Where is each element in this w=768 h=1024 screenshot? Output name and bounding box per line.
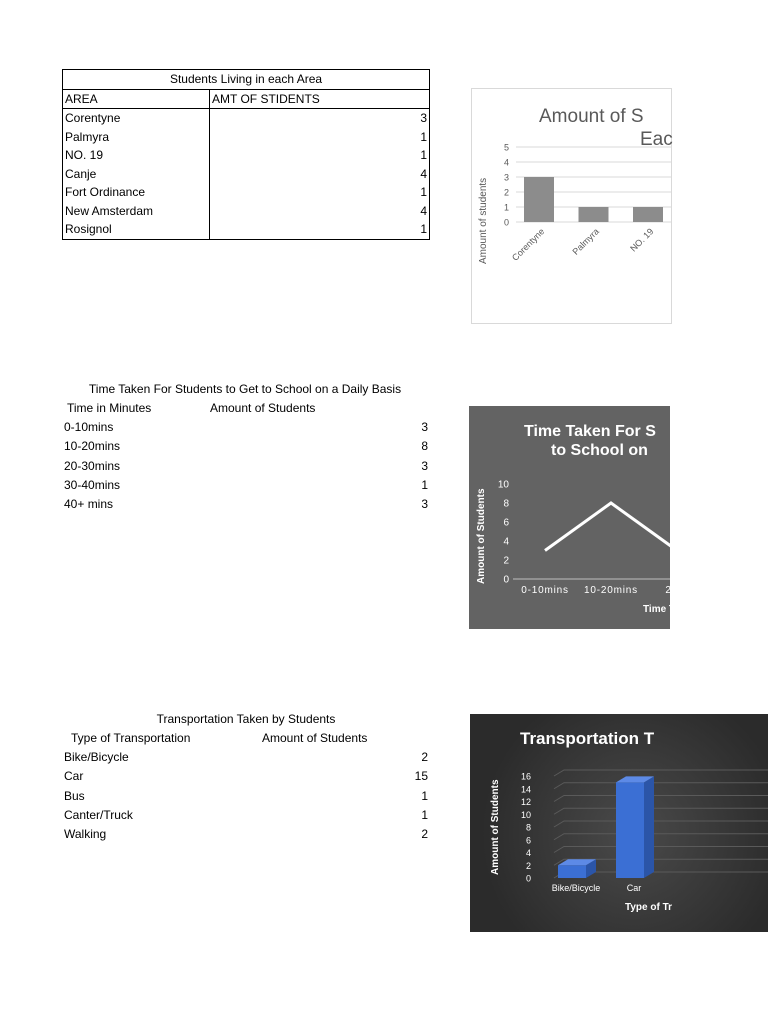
y-tick-label: 6 [503,517,509,529]
row-value: 8 [421,439,428,453]
transport-chart [470,714,768,932]
y-tick-label: 1 [503,202,509,213]
row-label: 20-30mins [64,459,121,473]
row-label: Car [64,769,84,783]
y-tick-label: 4 [503,157,509,168]
area-chart [471,88,672,324]
amount-cell: 1 [210,220,430,239]
transport-chart-svg [470,714,768,932]
gridline [554,821,768,827]
gridline [554,834,768,840]
row-value: 3 [421,459,428,473]
y-tick-label: 2 [503,187,509,198]
table-row [64,750,430,769]
amount-cell: 4 [210,202,430,221]
area-chart-svg [472,89,671,323]
gridline [554,847,768,853]
row-value: 15 [414,769,428,783]
x-tick-label: Corentyne [509,226,547,263]
y-tick-label: 4 [525,848,531,858]
row-label: 40+ mins [64,497,114,511]
x-axis-label: Type of Tr [625,902,673,913]
table-row [64,827,430,846]
gridline [554,796,768,802]
time-table-title: Time Taken For Students to Get to School on a Daily Basis [88,382,402,396]
series-line [545,503,677,551]
bar-side [644,776,654,878]
area-table [62,69,430,240]
bar [633,207,663,222]
table-row [64,789,430,808]
y-tick-label: 6 [525,835,531,846]
y-tick-label: 5 [503,142,509,153]
y-tick-label: 10 [497,479,509,491]
y-tick-label: 10 [520,809,531,820]
gridline [554,770,768,776]
row-value: 3 [421,497,428,511]
area-table-title: Students Living in each Area [63,70,430,90]
area-cell: Canje [63,165,210,184]
table-row [64,808,430,827]
row-value: 1 [421,478,428,492]
row-label: Bike/Bicycle [64,750,129,764]
area-cell: Rosignol [63,220,210,239]
row-value: 1 [421,808,428,822]
y-tick-label: 4 [503,536,509,548]
amount-col-header: AMT OF STIDENTS [210,89,430,109]
transport-table-title: Transportation Taken by Students [156,712,336,726]
y-tick-label: 14 [520,784,531,795]
area-col-header: AREA [63,89,210,109]
row-label: Bus [64,789,85,803]
area-cell: Fort Ordinance [63,183,210,202]
bar [579,207,609,222]
row-label: Walking [64,827,107,841]
row-label: 30-40mins [64,478,121,492]
y-tick-label: 16 [520,771,531,782]
x-tick-label: Car [626,883,642,893]
table-row [64,478,430,497]
chart-title: Amount of S [539,106,644,127]
bar [524,177,554,222]
area-cell: NO. 19 [63,146,210,165]
row-value: 2 [421,750,428,764]
table-row [64,420,430,439]
table-row [64,439,430,458]
area-cell: Corentyne [63,109,210,128]
row-label: 0-10mins [64,420,114,434]
time-amount-col-header: Amount of Students [210,401,316,415]
row-value: 1 [421,789,428,803]
row-label: Canter/Truck [64,808,133,822]
amount-cell: 1 [210,128,430,147]
y-tick-label: 12 [520,797,531,807]
table-row [64,769,430,788]
chart-title-line2: Eac [640,129,673,150]
bar [616,782,644,878]
chart-title-line2: to School on [551,442,648,459]
amount-cell: 1 [210,146,430,165]
y-axis-label: Amount of students [478,177,489,264]
area-cell: Palmyra [63,128,210,147]
y-tick-label: 2 [525,860,531,871]
time-chart-svg [469,406,689,629]
y-tick-label: 2 [503,555,509,567]
bar [558,865,586,878]
y-tick-label: 0 [503,574,509,586]
y-tick-label: 8 [503,498,509,510]
x-axis-label: Time T [643,604,676,615]
chart-title: Transportation T [520,729,655,748]
x-tick-label: 10-20mins [584,585,638,596]
row-value: 2 [421,827,428,841]
table-row [64,497,430,516]
y-tick-label: 0 [503,217,509,228]
x-tick-label: NO. 19 [628,226,656,254]
y-tick-label: 3 [503,172,509,183]
x-tick-label: Palmyra [570,226,601,257]
amount-cell: 4 [210,165,430,184]
row-value: 3 [421,420,428,434]
chart-title: Time Taken For S [524,423,656,440]
time-col-header: Time in Minutes [67,401,152,415]
gridline [554,808,768,814]
x-tick-label: Bike/Bicycle [551,883,601,893]
area-cell: New Amsterdam [63,202,210,221]
y-axis-label: Amount of Students [490,779,501,875]
gridline [554,783,768,789]
transport-col-header: Type of Transportation [71,731,191,745]
transport-amount-col-header: Amount of Students [262,731,368,745]
row-label: 10-20mins [64,439,121,453]
amount-cell: 1 [210,183,430,202]
y-axis-label: Amount of Students [476,488,487,584]
table-row [64,459,430,478]
time-chart [469,406,689,629]
y-tick-label: 0 [525,873,531,884]
x-tick-label: 0-10mins [521,585,569,596]
amount-cell: 3 [210,109,430,128]
y-tick-label: 8 [525,822,531,833]
x-tick-label: 20-3 [665,585,689,596]
